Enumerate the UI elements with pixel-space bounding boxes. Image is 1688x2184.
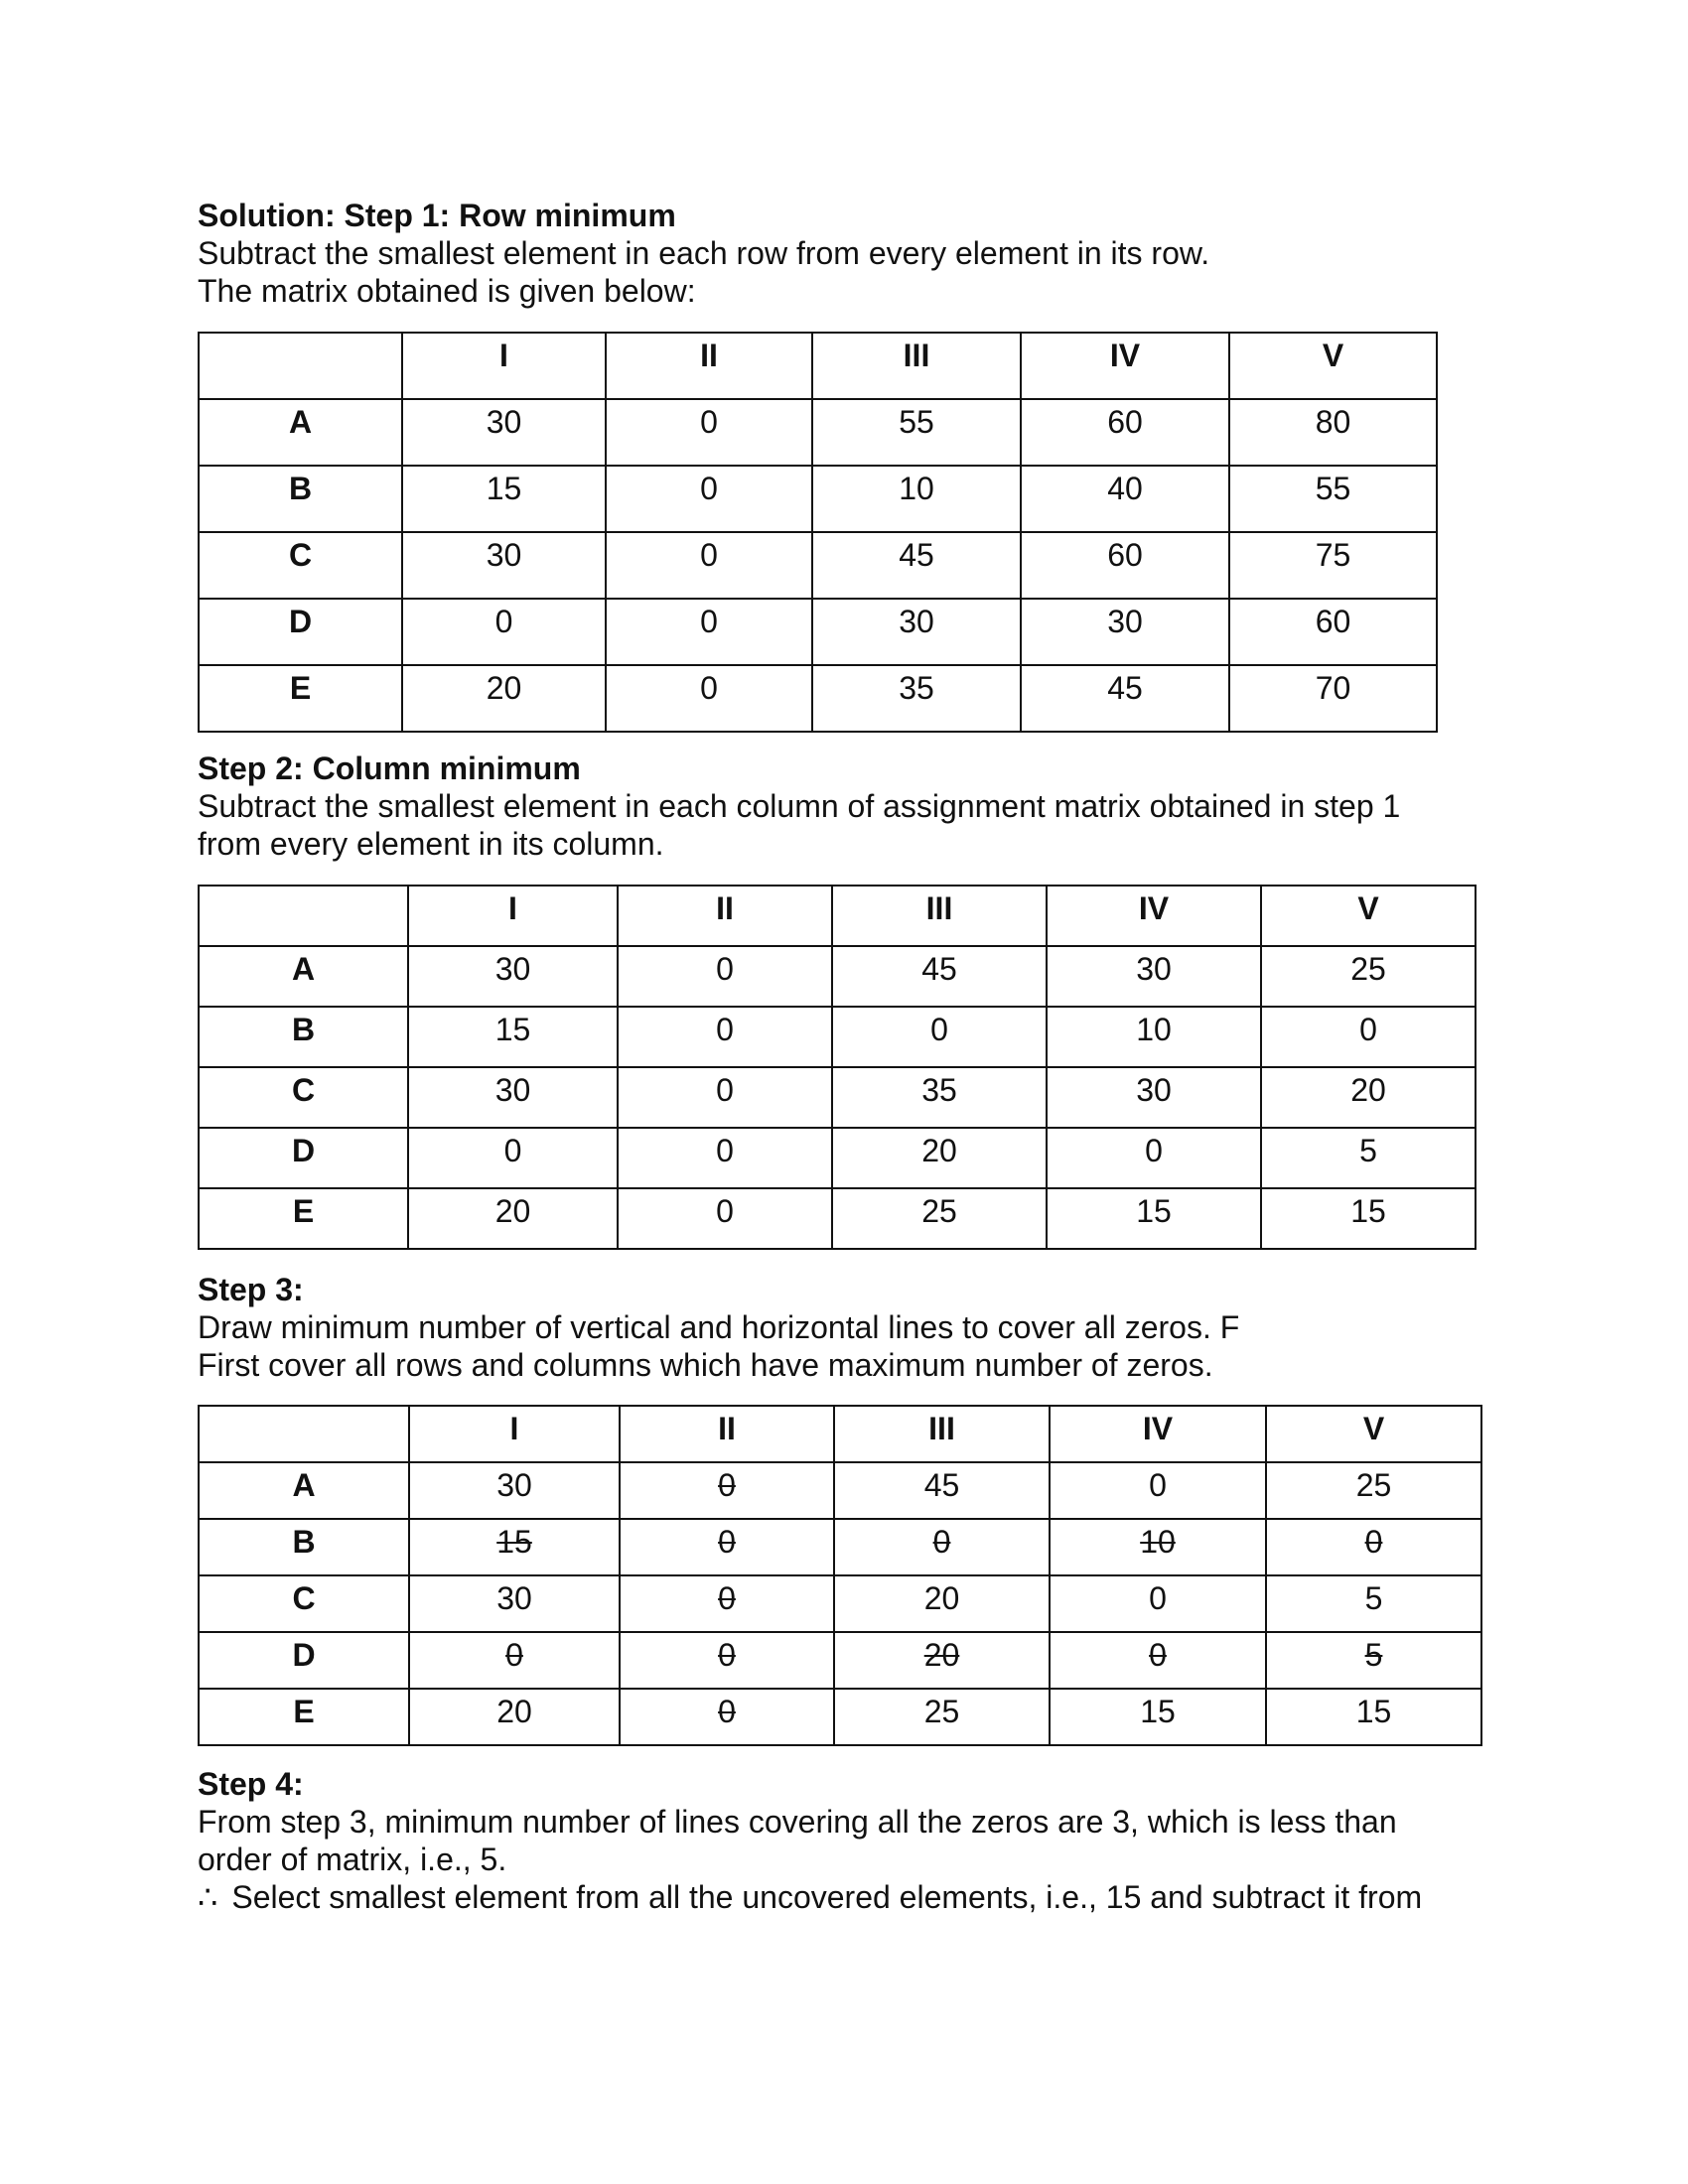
matrix-cell: 0 (402, 599, 606, 665)
row-label: D (199, 1128, 408, 1188)
table-row (199, 399, 1437, 466)
table-row (199, 532, 1437, 599)
matrix-cell: 25 (1261, 946, 1476, 1007)
matrix-cell: 60 (1021, 399, 1229, 466)
step4-section (198, 1765, 1422, 1916)
matrix-cell (834, 1519, 1050, 1575)
table-row (199, 466, 1437, 532)
header-row (199, 333, 1437, 399)
matrix-cell: 55 (1229, 466, 1437, 532)
row-label: B (199, 1007, 408, 1067)
step4-line-3-text: Select smallest element from all the uncovered elements, i.e., 15 and subtract it from (231, 1879, 1423, 1915)
matrix-cell: 10 (812, 466, 1021, 532)
step1-section (198, 197, 1209, 310)
matrix-cell: 15 (1050, 1689, 1266, 1745)
column-header: V (1229, 333, 1437, 399)
column-header: III (832, 886, 1047, 946)
covered-value: 5 (1364, 1637, 1383, 1673)
matrix-cell: 0 (618, 1188, 832, 1249)
matrix-cell: 10 (1047, 1007, 1261, 1067)
matrix-cell: 40 (1021, 466, 1229, 532)
matrix-cell: 20 (408, 1188, 618, 1249)
matrix-cell: 30 (1021, 599, 1229, 665)
covered-value: 10 (1140, 1524, 1176, 1560)
table-row (199, 1007, 1476, 1067)
matrix-cell: 60 (1021, 532, 1229, 599)
step3-section (198, 1271, 1239, 1384)
matrix-cell (620, 1632, 834, 1689)
matrix-cell: 0 (618, 1007, 832, 1067)
column-header: I (409, 1406, 620, 1462)
matrix-cell (1266, 1632, 1481, 1689)
table-row (199, 1575, 1481, 1632)
table-row (199, 1128, 1476, 1188)
covered-value: 0 (718, 1637, 736, 1673)
covered-value: 0 (718, 1467, 736, 1503)
matrix-cell: 15 (1261, 1188, 1476, 1249)
row-label: D (199, 1632, 409, 1689)
covered-value: 0 (718, 1694, 736, 1729)
row-label: B (199, 1519, 409, 1575)
matrix-cell: 0 (618, 1067, 832, 1128)
step2-heading: Step 2: Column minimum (198, 751, 581, 786)
matrix-cell: 30 (402, 399, 606, 466)
matrix-cell (620, 1519, 834, 1575)
covered-value: 20 (923, 1637, 960, 1673)
row-label: C (199, 1575, 409, 1632)
row-label: C (199, 532, 402, 599)
matrix-cell (620, 1575, 834, 1632)
matrix-cell: 15 (402, 466, 606, 532)
matrix-cell: 30 (409, 1575, 620, 1632)
matrix-cell: 45 (812, 532, 1021, 599)
matrix-cell: 0 (832, 1007, 1047, 1067)
matrix-cell: 30 (1047, 1067, 1261, 1128)
covered-value: 0 (1364, 1524, 1383, 1560)
matrix-cell: 25 (832, 1188, 1047, 1249)
row-label: B (199, 466, 402, 532)
table-row (199, 1632, 1481, 1689)
matrix-cell: 0 (606, 399, 812, 466)
matrix-cell (1050, 1632, 1266, 1689)
matrix-cell: 5 (1261, 1128, 1476, 1188)
column-header: III (812, 333, 1021, 399)
matrix-cell: 35 (812, 665, 1021, 732)
column-header: II (618, 886, 832, 946)
matrix-cell: 0 (408, 1128, 618, 1188)
row-label: E (199, 1188, 408, 1249)
column-header: IV (1021, 333, 1229, 399)
column-header: V (1261, 886, 1476, 946)
step2-matrix-table (198, 885, 1477, 1250)
matrix-cell: 0 (1050, 1575, 1266, 1632)
matrix-cell: 0 (606, 532, 812, 599)
matrix-cell: 0 (618, 1128, 832, 1188)
table-row (199, 1188, 1476, 1249)
matrix-cell: 20 (1261, 1067, 1476, 1128)
matrix-cell: 45 (1021, 665, 1229, 732)
matrix-cell (834, 1632, 1050, 1689)
table-row (199, 665, 1437, 732)
column-header: V (1266, 1406, 1481, 1462)
corner-cell (199, 333, 402, 399)
table-row (199, 1519, 1481, 1575)
covered-value: 15 (496, 1524, 532, 1560)
matrix-cell: 0 (1050, 1462, 1266, 1519)
matrix-cell: 55 (812, 399, 1021, 466)
table-row (199, 946, 1476, 1007)
matrix-cell: 0 (606, 599, 812, 665)
header-row (199, 1406, 1481, 1462)
matrix-cell: 30 (1047, 946, 1261, 1007)
step4-line-2: order of matrix, i.e., 5. (198, 1842, 507, 1877)
matrix-cell: 80 (1229, 399, 1437, 466)
matrix-cell: 15 (408, 1007, 618, 1067)
row-label: E (199, 665, 402, 732)
matrix-cell (620, 1689, 834, 1745)
covered-value: 0 (932, 1524, 951, 1560)
column-header: I (408, 886, 618, 946)
table-row (199, 1689, 1481, 1745)
matrix-cell: 60 (1229, 599, 1437, 665)
matrix-cell: 30 (409, 1462, 620, 1519)
step1-line-1: Subtract the smallest element in each row from every element in its row. (198, 235, 1210, 271)
step2-section (198, 750, 1400, 863)
matrix-cell: 15 (1047, 1188, 1261, 1249)
matrix-cell: 0 (618, 946, 832, 1007)
step3-matrix-table (198, 1405, 1482, 1746)
matrix-cell (409, 1632, 620, 1689)
matrix-cell (409, 1519, 620, 1575)
matrix-cell: 0 (606, 665, 812, 732)
row-label: A (199, 1462, 409, 1519)
column-header: II (620, 1406, 834, 1462)
matrix-cell: 20 (832, 1128, 1047, 1188)
matrix-cell (1050, 1519, 1266, 1575)
corner-cell (199, 886, 408, 946)
column-header: I (402, 333, 606, 399)
covered-value: 0 (1149, 1637, 1167, 1673)
matrix-cell: 15 (1266, 1689, 1481, 1745)
step3-line-2: First cover all rows and columns which have maximum number of zeros. (198, 1347, 1213, 1383)
matrix-cell: 75 (1229, 532, 1437, 599)
row-label: E (199, 1689, 409, 1745)
matrix-cell: 0 (1261, 1007, 1476, 1067)
matrix-cell (1266, 1519, 1481, 1575)
matrix-cell: 20 (834, 1575, 1050, 1632)
matrix-cell: 20 (402, 665, 606, 732)
matrix-cell: 5 (1266, 1575, 1481, 1632)
covered-value: 0 (718, 1580, 736, 1616)
step2-line-1: Subtract the smallest element in each column of assignment matrix obtained in step 1 (198, 788, 1401, 824)
row-label: D (199, 599, 402, 665)
matrix-cell: 30 (408, 946, 618, 1007)
matrix-cell: 20 (409, 1689, 620, 1745)
step2-line-2: from every element in its column. (198, 826, 664, 862)
matrix-cell: 70 (1229, 665, 1437, 732)
step1-matrix-table (198, 332, 1438, 733)
matrix-cell: 30 (812, 599, 1021, 665)
matrix-cell: 30 (408, 1067, 618, 1128)
matrix-cell: 25 (834, 1689, 1050, 1745)
column-header: IV (1047, 886, 1261, 946)
column-header: IV (1050, 1406, 1266, 1462)
matrix-cell (620, 1462, 834, 1519)
step4-line-3 (198, 1878, 1422, 1916)
step4-line-1: From step 3, minimum number of lines covering all the zeros are 3, which is less than (198, 1804, 1397, 1840)
matrix-cell: 25 (1266, 1462, 1481, 1519)
step1-line-2: The matrix obtained is given below: (198, 273, 696, 309)
table-row (199, 599, 1437, 665)
row-label: A (199, 399, 402, 466)
header-row (199, 886, 1476, 946)
matrix-cell: 45 (832, 946, 1047, 1007)
matrix-cell: 45 (834, 1462, 1050, 1519)
step1-heading: Solution: Step 1: Row minimum (198, 198, 676, 233)
step3-line-1: Draw minimum number of vertical and horizontal lines to cover all zeros. F (198, 1309, 1240, 1345)
matrix-cell: 0 (606, 466, 812, 532)
therefore-symbol: ∴ (198, 1879, 218, 1915)
row-label: A (199, 946, 408, 1007)
column-header: II (606, 333, 812, 399)
covered-value: 0 (505, 1637, 523, 1673)
table-row (199, 1067, 1476, 1128)
step4-heading: Step 4: (198, 1766, 304, 1802)
table-row (199, 1462, 1481, 1519)
step3-heading: Step 3: (198, 1272, 304, 1307)
covered-value: 0 (718, 1524, 736, 1560)
row-label: C (199, 1067, 408, 1128)
column-header: III (834, 1406, 1050, 1462)
corner-cell (199, 1406, 409, 1462)
matrix-cell: 30 (402, 532, 606, 599)
matrix-cell: 35 (832, 1067, 1047, 1128)
matrix-cell: 0 (1047, 1128, 1261, 1188)
